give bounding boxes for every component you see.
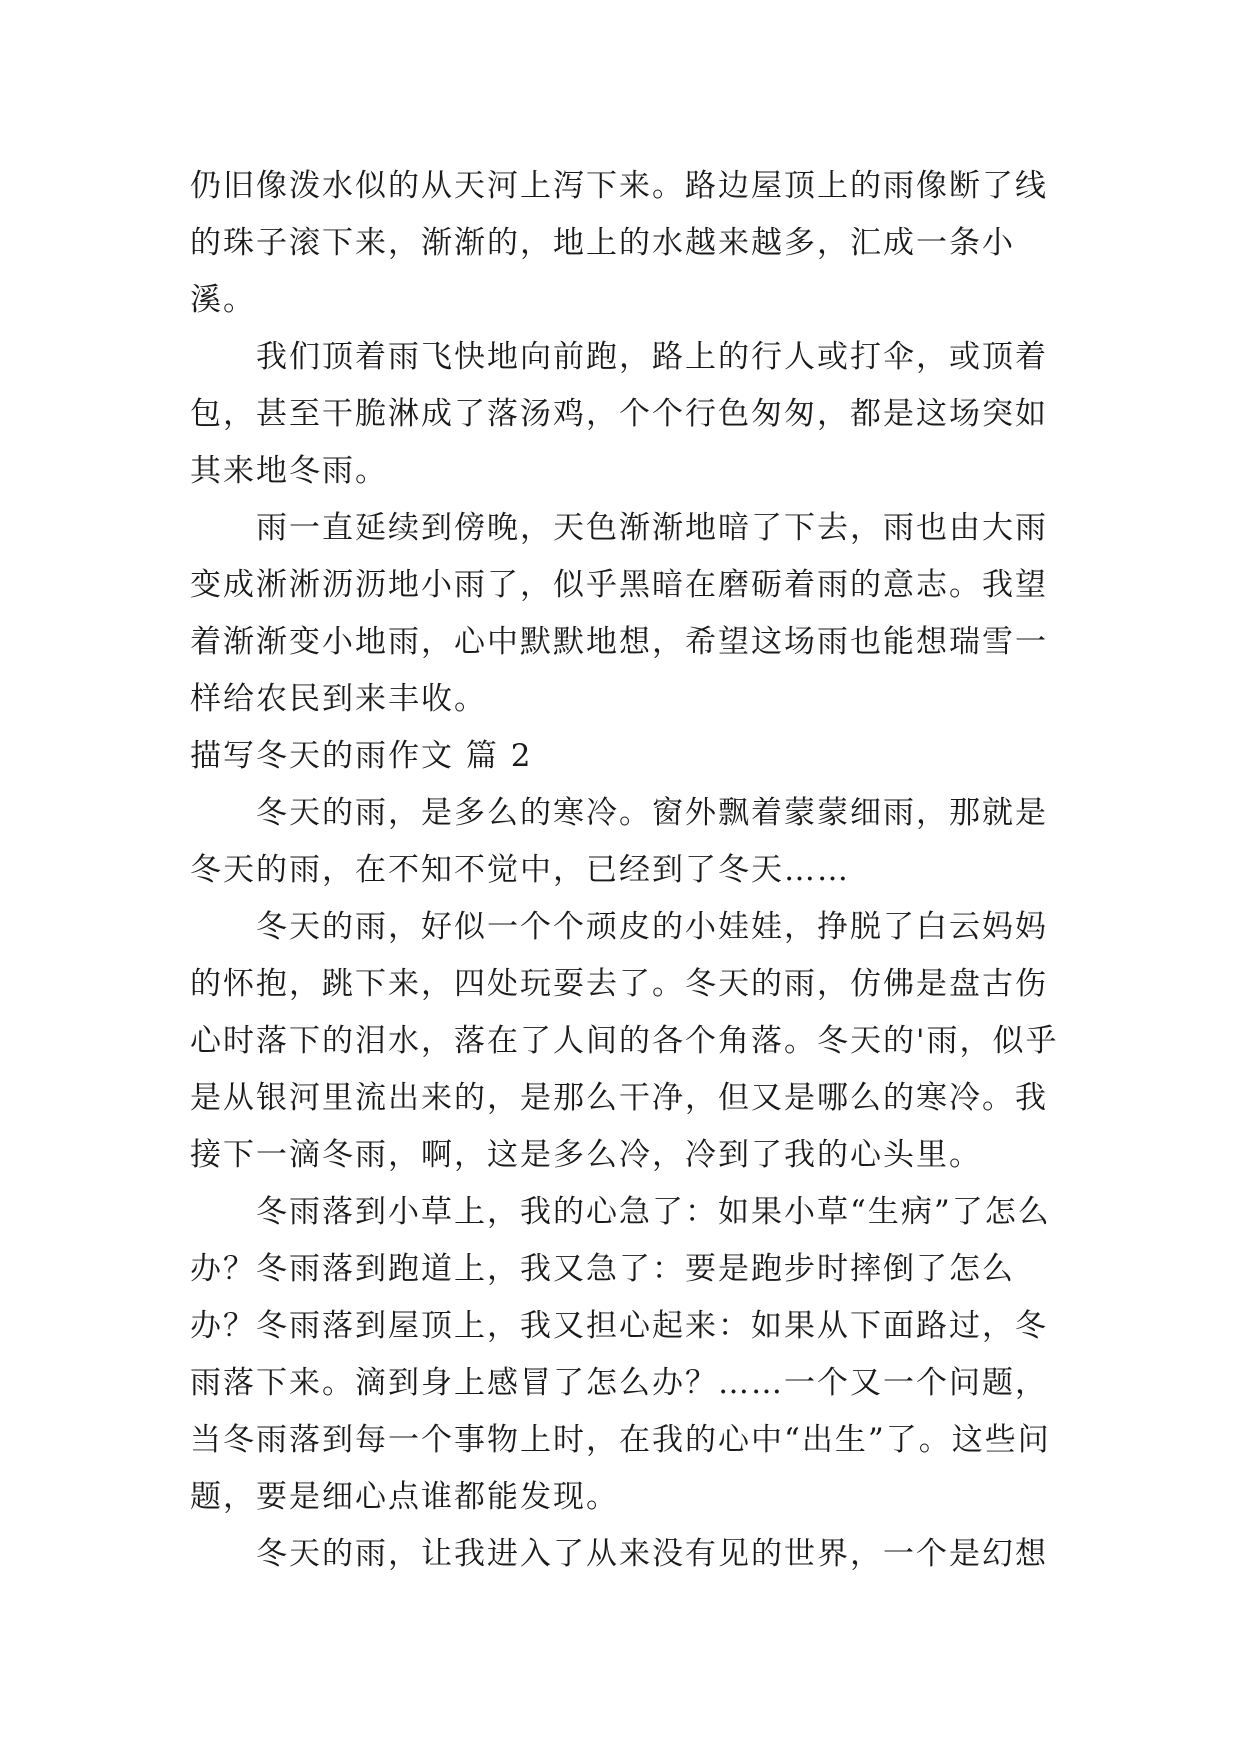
paragraph: 冬天的雨，是多么的寒冷。窗外飘着蒙蒙细雨，那就是冬天的雨，在不知不觉中，已经到了冬天…… [190,795,1048,888]
document-body [190,158,1070,1583]
paragraph: 冬天的雨，让我进入了从来没有见的世界，一个是幻想 [256,1536,1048,1572]
section-heading: 描写冬天的雨作文 篇 2 [190,738,533,774]
paragraph-continued: 仍旧像泼水似的从天河上泻下来。路边屋顶上的雨像断了线的珠子滚下来，渐渐的，地上的水越来越多，汇成一条小溪。 [190,168,1048,318]
paragraph: 冬天的雨，好似一个个顽皮的小娃娃，挣脱了白云妈妈的怀抱，跳下来，四处玩耍去了。冬天的雨，仿佛是盘古伤心时落下的泪水，落在了人间的各个角落。冬天的'雨，似乎是从银河里流出来的，是那么干净，但又是哪么的寒冷。我接下一滴冬雨，啊，这是多么冷，冷到了我的心头里。 [190,909,1059,1173]
paragraph: 我们顶着雨飞快地向前跑，路上的行人或打伞，或顶着包，甚至干脆淋成了落汤鸡，个个行色匆匆，都是这场突如其来地冬雨。 [190,339,1048,489]
paragraph: 雨一直延续到傍晚，天色渐渐地暗了下去，雨也由大雨变成淅淅沥沥地小雨了，似乎黑暗在磨砺着雨的意志。我望着渐渐变小地雨，心中默默地想，希望这场雨也能想瑞雪一样给农民到来丰收。 [190,510,1048,717]
paragraph: 冬雨落到小草上，我的心急了：如果小草“生病”了怎么办？冬雨落到跑道上，我又急了：要是跑步时摔倒了怎么办？冬雨落到屋顶上，我又担心起来：如果从下面路过，冬雨落下来。滴到身上感冒了怎么办？……一个又一个问题，当冬雨落到每一个事物上时，在我的心中“出生”了。这些问题，要是细心点谁都能发现。 [190,1194,1051,1515]
